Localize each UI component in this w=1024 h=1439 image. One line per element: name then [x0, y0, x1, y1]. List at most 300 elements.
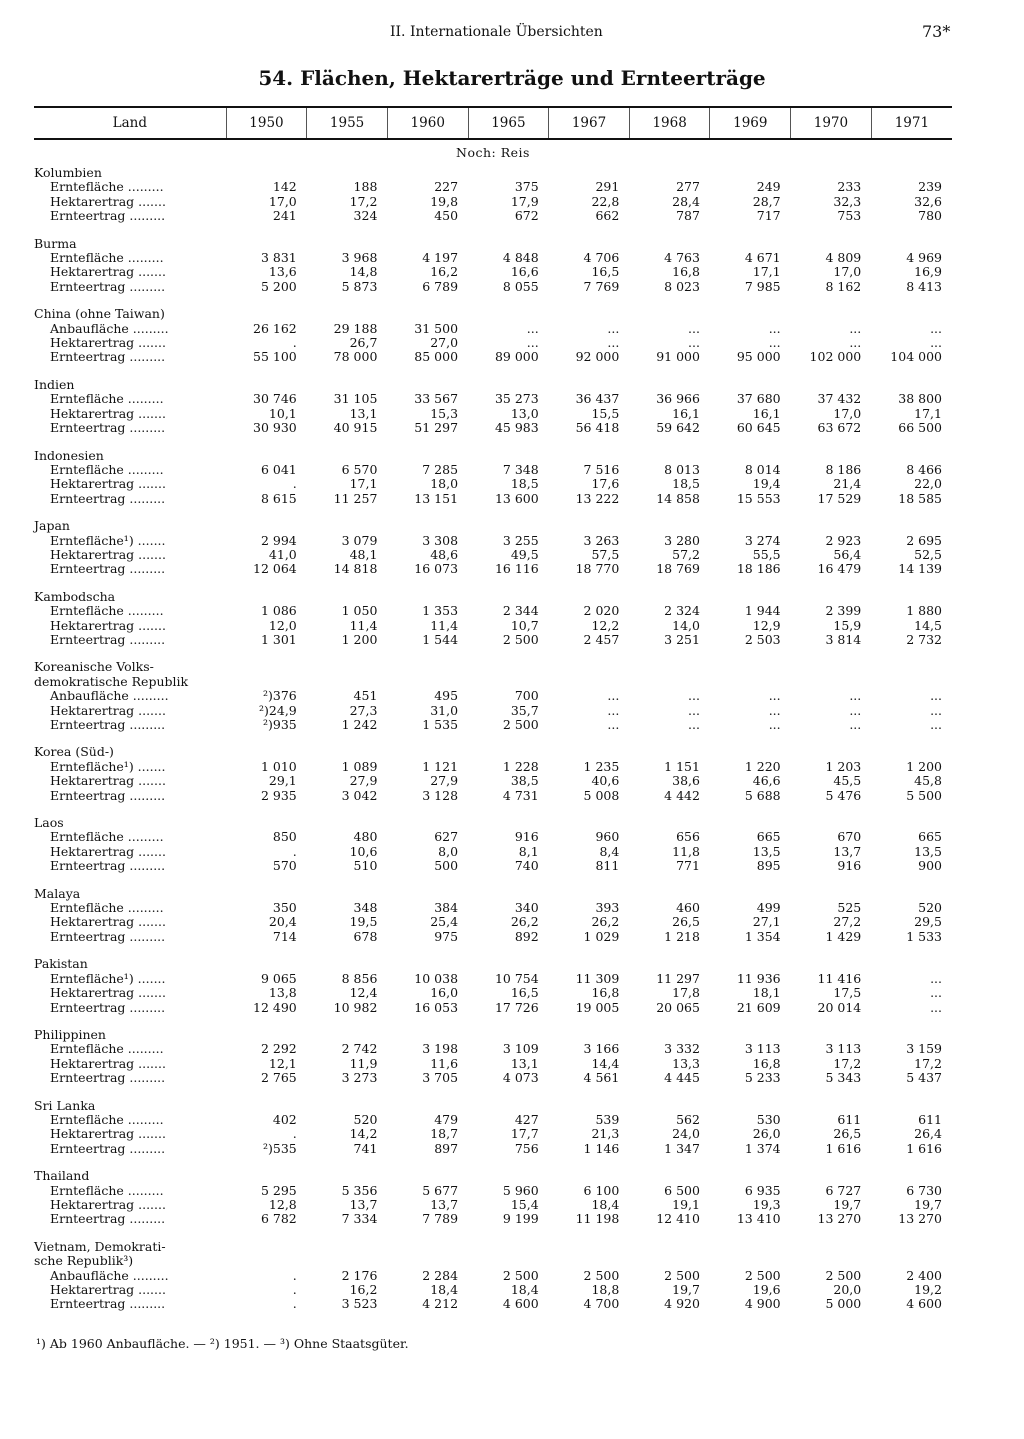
table-cell: 92 000: [575, 349, 620, 365]
table-row: [34, 180, 952, 194]
table-row: [34, 1142, 952, 1156]
group-spacer: [34, 944, 952, 957]
table-cell: 5 476: [825, 787, 862, 803]
table-cell: 16,9: [914, 264, 942, 280]
group-spacer: [34, 1086, 952, 1099]
table-cell: 656: [676, 829, 700, 845]
row-label: Erntefläche .........: [50, 461, 164, 477]
column-header-year: 1950: [226, 107, 307, 139]
table-row: [34, 463, 952, 477]
table-cell: 14,2: [349, 1126, 378, 1142]
table-cell: 16,6: [510, 264, 539, 280]
table-cell: 36 966: [656, 391, 700, 407]
table-cell: 16,8: [672, 264, 700, 280]
table-cell: 17,1: [349, 476, 378, 492]
table-cell: 771: [676, 858, 700, 874]
table-cell: 33 567: [414, 391, 459, 407]
table-cell: 3 523: [341, 1296, 378, 1312]
table-cell: 13 410: [736, 1211, 781, 1227]
table-cell: 26,4: [914, 1126, 942, 1142]
table-cell: 4 600: [906, 1296, 942, 1312]
table-cell: ...: [688, 702, 700, 718]
table-row: [34, 1297, 952, 1311]
table-cell: 49,5: [510, 546, 539, 562]
table-cell: 6 730: [906, 1182, 942, 1198]
table-cell: 2 344: [502, 603, 539, 619]
table-cell: 2 500: [664, 1267, 700, 1283]
country-name: Kambodscha: [34, 588, 116, 604]
table-cell: .: [292, 476, 297, 492]
table-cell: 780: [918, 208, 942, 224]
table-cell: 3 273: [341, 1070, 378, 1086]
table-cell: 1 544: [422, 631, 459, 647]
table-cell: 17,2: [914, 1055, 942, 1071]
table-cell: 4 561: [583, 1070, 620, 1086]
table-cell: 1 616: [825, 1140, 862, 1156]
table-cell: 479: [434, 1111, 459, 1127]
table-cell: 18 769: [656, 561, 700, 577]
column-header-year: 1971: [871, 107, 952, 139]
table-cell: 1 050: [341, 603, 378, 619]
table-cell: 916: [514, 829, 539, 845]
table-cell: ...: [849, 335, 862, 351]
table-cell: 5 688: [744, 787, 781, 803]
table-cell: ²)376: [263, 688, 297, 704]
row-label: Ernteertrag .........: [50, 561, 166, 577]
table-cell: 4 212: [422, 1296, 459, 1312]
table-cell: ...: [607, 688, 620, 704]
table-cell: 19,4: [752, 476, 781, 492]
country-name-row: [34, 1240, 952, 1254]
table-cell: 495: [434, 688, 459, 704]
table-cell: 2 765: [260, 1070, 297, 1086]
table-cell: 18,7: [430, 1126, 459, 1142]
table-cell: 17,6: [591, 476, 620, 492]
table-row: [34, 718, 952, 732]
table-cell: 5 233: [744, 1070, 781, 1086]
table-cell: 13 270: [817, 1211, 862, 1227]
table-cell: 714: [272, 928, 297, 944]
table-cell: 1 301: [260, 631, 297, 647]
table-cell: 19,2: [914, 1282, 942, 1297]
table-row: [34, 350, 952, 364]
table-cell: 4 445: [664, 1070, 700, 1086]
row-label: Ernteertrag .........: [50, 858, 166, 874]
table-cell: 27,0: [430, 335, 459, 351]
table-row: [34, 1184, 952, 1198]
table-cell: 57,5: [591, 546, 620, 562]
table-cell: 38,6: [672, 773, 700, 789]
table-cell: ...: [849, 702, 862, 718]
row-label: Erntefläche¹) .......: [50, 532, 166, 548]
table-cell: 89 000: [494, 349, 539, 365]
row-label: Ernteertrag .........: [50, 717, 166, 732]
table-cell: 59 642: [656, 420, 700, 436]
table-cell: 9 199: [502, 1211, 539, 1227]
running-head: II. Internationale Übersichten: [390, 24, 603, 40]
table-cell: 2 292: [260, 1041, 297, 1057]
table-cell: 20,4: [268, 914, 297, 930]
country-name: Japan: [34, 518, 70, 534]
table-cell: 5 295: [260, 1182, 297, 1198]
table-cell: 3 128: [422, 787, 459, 803]
table-cell: 14,0: [672, 617, 700, 633]
table-cell: ²)24,9: [259, 702, 297, 718]
table-cell: ²)535: [263, 1140, 297, 1156]
table-cell: 451: [353, 688, 378, 704]
table-cell: ...: [526, 320, 539, 336]
table-cell: 45 983: [494, 420, 539, 436]
country-name-row: [34, 590, 952, 604]
table-cell: 3 079: [341, 532, 378, 548]
table-cell: 13 600: [494, 490, 539, 506]
table-cell: 18,5: [672, 476, 700, 492]
table-cell: 850: [272, 829, 297, 845]
table-cell: 17,2: [349, 193, 378, 209]
table-cell: 16,1: [752, 405, 781, 421]
table-cell: 241: [272, 208, 297, 224]
table-cell: 627: [434, 829, 459, 845]
table-cell: 14,4: [591, 1055, 620, 1071]
table-cell: 4 600: [502, 1296, 539, 1312]
table-cell: 57,2: [672, 546, 700, 562]
table-cell: 14 858: [656, 490, 700, 506]
table-cell: 95 000: [736, 349, 781, 365]
table-cell: 10,6: [349, 843, 378, 859]
table-cell: 2 994: [260, 532, 297, 548]
table-cell: 3 308: [422, 532, 459, 548]
table-row: [34, 1198, 952, 1212]
table-cell: 8 013: [664, 461, 700, 477]
table-cell: 20 014: [817, 999, 862, 1015]
table-cell: 3 274: [744, 532, 781, 548]
table-cell: 13 151: [414, 490, 459, 506]
group-spacer: [34, 436, 952, 449]
table-row: [34, 1212, 952, 1226]
table-cell: 8 162: [825, 278, 862, 294]
table-cell: 17,5: [833, 985, 862, 1001]
table-cell: 18,1: [752, 985, 781, 1001]
table-row: [34, 1001, 952, 1015]
column-header-year: 1960: [387, 107, 468, 139]
table-cell: ...: [607, 335, 620, 351]
column-header-year: 1970: [791, 107, 872, 139]
country-name-row: [34, 675, 952, 689]
table-cell: 16,8: [591, 985, 620, 1001]
table-cell: 975: [434, 928, 459, 944]
group-spacer: [34, 577, 952, 590]
table-cell: 1 121: [422, 758, 459, 774]
section-label: Noch: Reis: [456, 144, 530, 160]
table-cell: 17,1: [914, 405, 942, 421]
row-label: Ernteertrag .........: [50, 1211, 166, 1227]
table-cell: 7 516: [583, 461, 620, 477]
table-row: [34, 972, 952, 986]
table-cell: 16 053: [414, 999, 459, 1015]
table-cell: 11,6: [430, 1055, 459, 1071]
table-cell: 3 251: [664, 631, 700, 647]
row-label: Ernteertrag .........: [50, 787, 166, 803]
table-cell: 63 672: [817, 420, 862, 436]
row-label: Hektarertrag .......: [50, 985, 166, 1001]
table-cell: 26,0: [752, 1126, 781, 1142]
table-cell: 12,2: [591, 617, 620, 633]
table-cell: 27,9: [349, 773, 378, 789]
spacer-cell: [34, 294, 952, 307]
table-cell: 11 297: [656, 970, 700, 986]
row-label: Erntefläche¹) .......: [50, 758, 166, 774]
table-cell: .: [292, 1267, 297, 1283]
table-cell: .: [292, 1282, 297, 1297]
table-cell: ...: [607, 320, 620, 336]
row-label: Ernteertrag .........: [50, 490, 166, 506]
table-cell: 402: [272, 1111, 297, 1127]
table-cell: 40 915: [333, 420, 378, 436]
table-cell: 16,8: [752, 1055, 781, 1071]
country-name: Indien: [34, 376, 75, 392]
table-cell: ...: [849, 717, 862, 732]
group-spacer: [34, 1227, 952, 1240]
country-name-row: [34, 1169, 952, 1183]
table-cell: 16,2: [349, 1282, 378, 1297]
table-cell: 3 109: [502, 1041, 539, 1057]
table-cell: 2 500: [583, 1267, 620, 1283]
table-cell: ...: [526, 335, 539, 351]
table-cell: 756: [514, 1140, 539, 1156]
table-cell: 27,3: [349, 702, 378, 718]
row-label: Erntefläche .........: [50, 179, 164, 195]
table-cell: 11 309: [575, 970, 620, 986]
table-cell: 4 442: [664, 787, 700, 803]
country-name-row: [34, 957, 952, 971]
table-cell: 233: [837, 179, 862, 195]
table-cell: 741: [353, 1140, 378, 1156]
table-cell: 900: [918, 858, 942, 874]
table-cell: ...: [930, 320, 942, 336]
row-label: Ernteertrag .........: [50, 1296, 166, 1312]
table-cell: 249: [756, 179, 781, 195]
table-cell: 16 116: [494, 561, 539, 577]
table-cell: 8 023: [664, 278, 700, 294]
row-label: Hektarertrag .......: [50, 405, 166, 421]
table-cell: 11 198: [575, 1211, 620, 1227]
table-row: [34, 901, 952, 915]
row-label: Hektarertrag .......: [50, 1196, 166, 1212]
table-cell: 1 353: [422, 603, 459, 619]
table-cell: 4 920: [664, 1296, 700, 1312]
row-label: Hektarertrag .......: [50, 264, 166, 280]
table-cell: ...: [607, 702, 620, 718]
table-cell: ...: [768, 717, 781, 732]
table-cell: 14 818: [333, 561, 378, 577]
table-cell: 8 014: [744, 461, 781, 477]
country-name: Indonesien: [34, 447, 104, 463]
table-cell: 55 100: [253, 349, 297, 365]
row-label: Ernteertrag .........: [50, 1140, 166, 1156]
table-cell: 665: [918, 829, 942, 845]
table-row: [34, 845, 952, 859]
table-row: [34, 986, 952, 1000]
country-name: Kolumbien: [34, 165, 102, 180]
table-cell: 56 418: [575, 420, 620, 436]
table-cell: 13,0: [510, 405, 539, 421]
table-cell: 6 789: [422, 278, 459, 294]
table-cell: 291: [595, 179, 620, 195]
table-cell: 91 000: [656, 349, 700, 365]
table-cell: 5 500: [906, 787, 942, 803]
table-cell: ...: [688, 717, 700, 732]
table-cell: 3 166: [583, 1041, 620, 1057]
table-cell: 16,1: [672, 405, 700, 421]
table-cell: 48,6: [430, 546, 459, 562]
statistics-table: [34, 106, 952, 1312]
table-cell: ...: [930, 999, 942, 1015]
table-row: [34, 704, 952, 718]
table-cell: 25,4: [430, 914, 459, 930]
column-header-land: Land: [34, 107, 226, 139]
table-cell: 1 151: [664, 758, 700, 774]
table-cell: 19,5: [349, 914, 378, 930]
table-cell: 1 203: [825, 758, 862, 774]
table-cell: 41,0: [268, 546, 297, 562]
row-label: Hektarertrag .......: [50, 702, 166, 718]
table-cell: 32,3: [833, 193, 862, 209]
table-cell: 1 354: [744, 928, 781, 944]
table-cell: 26,2: [591, 914, 620, 930]
spacer-cell: [34, 506, 952, 519]
table-cell: 11,4: [349, 617, 378, 633]
table-row: [34, 407, 952, 421]
group-spacer: [34, 647, 952, 660]
table-cell: 16,0: [430, 985, 459, 1001]
table-cell: 787: [676, 208, 700, 224]
table-cell: ...: [930, 717, 942, 732]
table-cell: ²)935: [263, 717, 297, 732]
country-name-row: [34, 449, 952, 463]
column-header-year: 1969: [710, 107, 791, 139]
table-cell: 17,2: [833, 1055, 862, 1071]
table-cell: 51 297: [414, 420, 459, 436]
table-cell: 18 186: [736, 561, 781, 577]
table-cell: 7 285: [422, 461, 459, 477]
table-cell: 52,5: [914, 546, 942, 562]
spacer-cell: [34, 874, 952, 887]
table-cell: 5 200: [260, 278, 297, 294]
table-cell: 17,0: [833, 405, 862, 421]
table-row: [34, 251, 952, 265]
table-cell: 19,8: [430, 193, 459, 209]
table-cell: 4 731: [502, 787, 539, 803]
column-header-year: 1965: [468, 107, 549, 139]
row-label: Erntefläche .........: [50, 1041, 164, 1057]
table-cell: 17,1: [752, 264, 781, 280]
table-cell: 85 000: [414, 349, 459, 365]
table-cell: 24,0: [672, 1126, 700, 1142]
table-cell: 672: [514, 208, 539, 224]
table-row: [34, 930, 952, 944]
table-cell: 11,9: [349, 1055, 378, 1071]
table-cell: 1 218: [664, 928, 700, 944]
group-spacer: [34, 732, 952, 745]
country-name-row: [34, 237, 952, 251]
table-cell: 12 410: [656, 1211, 700, 1227]
table-cell: 36 437: [575, 391, 620, 407]
country-name-row: [34, 660, 952, 674]
table-cell: ...: [688, 688, 700, 704]
table-cell: 499: [756, 900, 781, 916]
table-cell: 11 936: [736, 970, 781, 986]
table-cell: 8 055: [502, 278, 539, 294]
table-cell: 11 416: [817, 970, 862, 986]
table-cell: 7 348: [502, 461, 539, 477]
table-cell: 6 727: [825, 1182, 862, 1198]
column-header-year: 1967: [549, 107, 630, 139]
table-row: [34, 1269, 952, 1283]
row-label: Erntefläche .........: [50, 1111, 164, 1127]
table-cell: 500: [434, 858, 459, 874]
table-cell: 12 490: [253, 999, 297, 1015]
table-cell: ...: [930, 985, 942, 1001]
table-cell: 960: [595, 829, 620, 845]
table-cell: 678: [353, 928, 378, 944]
table-cell: 16,2: [430, 264, 459, 280]
table-cell: 18,5: [510, 476, 539, 492]
column-header-year: 1955: [307, 107, 388, 139]
row-label: Hektarertrag .......: [50, 1055, 166, 1071]
row-label: Hektarertrag .......: [50, 546, 166, 562]
table-cell: 525: [837, 900, 862, 916]
table-cell: 16 073: [414, 561, 459, 577]
table-cell: 13,7: [833, 843, 862, 859]
spacer-cell: [34, 1086, 952, 1099]
table-cell: 8,0: [438, 843, 459, 859]
table-cell: 12,8: [268, 1196, 297, 1212]
table-cell: 40,6: [591, 773, 620, 789]
table-cell: ...: [688, 320, 700, 336]
table-cell: 670: [837, 829, 862, 845]
table-cell: 13,7: [430, 1196, 459, 1212]
table-cell: 19,7: [672, 1282, 700, 1297]
table-cell: 2 935: [260, 787, 297, 803]
table-cell: 20,0: [833, 1282, 862, 1297]
table-cell: 17,0: [833, 264, 862, 280]
table-row: [34, 392, 952, 406]
row-label: Erntefläche .........: [50, 900, 164, 916]
table-cell: 611: [918, 1111, 942, 1127]
country-name: Laos: [34, 815, 64, 831]
table-cell: 4 969: [906, 250, 942, 266]
table-cell: 19,1: [672, 1196, 700, 1212]
table-cell: ...: [930, 335, 942, 351]
spacer-cell: [34, 1015, 952, 1028]
table-row: [34, 280, 952, 294]
table-cell: 18,4: [430, 1282, 459, 1297]
table-cell: 3 113: [744, 1041, 781, 1057]
row-label: Hektarertrag .......: [50, 476, 166, 492]
table-cell: 10,1: [268, 405, 297, 421]
table-cell: 26,7: [349, 335, 378, 351]
table-row: [34, 265, 952, 279]
table-cell: 1 228: [502, 758, 539, 774]
table-cell: 27,9: [430, 773, 459, 789]
table-cell: 530: [756, 1111, 781, 1127]
table-cell: 1 086: [260, 603, 297, 619]
table-cell: ...: [930, 702, 942, 718]
country-name: Philippinen: [34, 1026, 106, 1042]
table-cell: 6 500: [664, 1182, 700, 1198]
table-cell: 4 848: [502, 250, 539, 266]
table-cell: 4 706: [583, 250, 620, 266]
